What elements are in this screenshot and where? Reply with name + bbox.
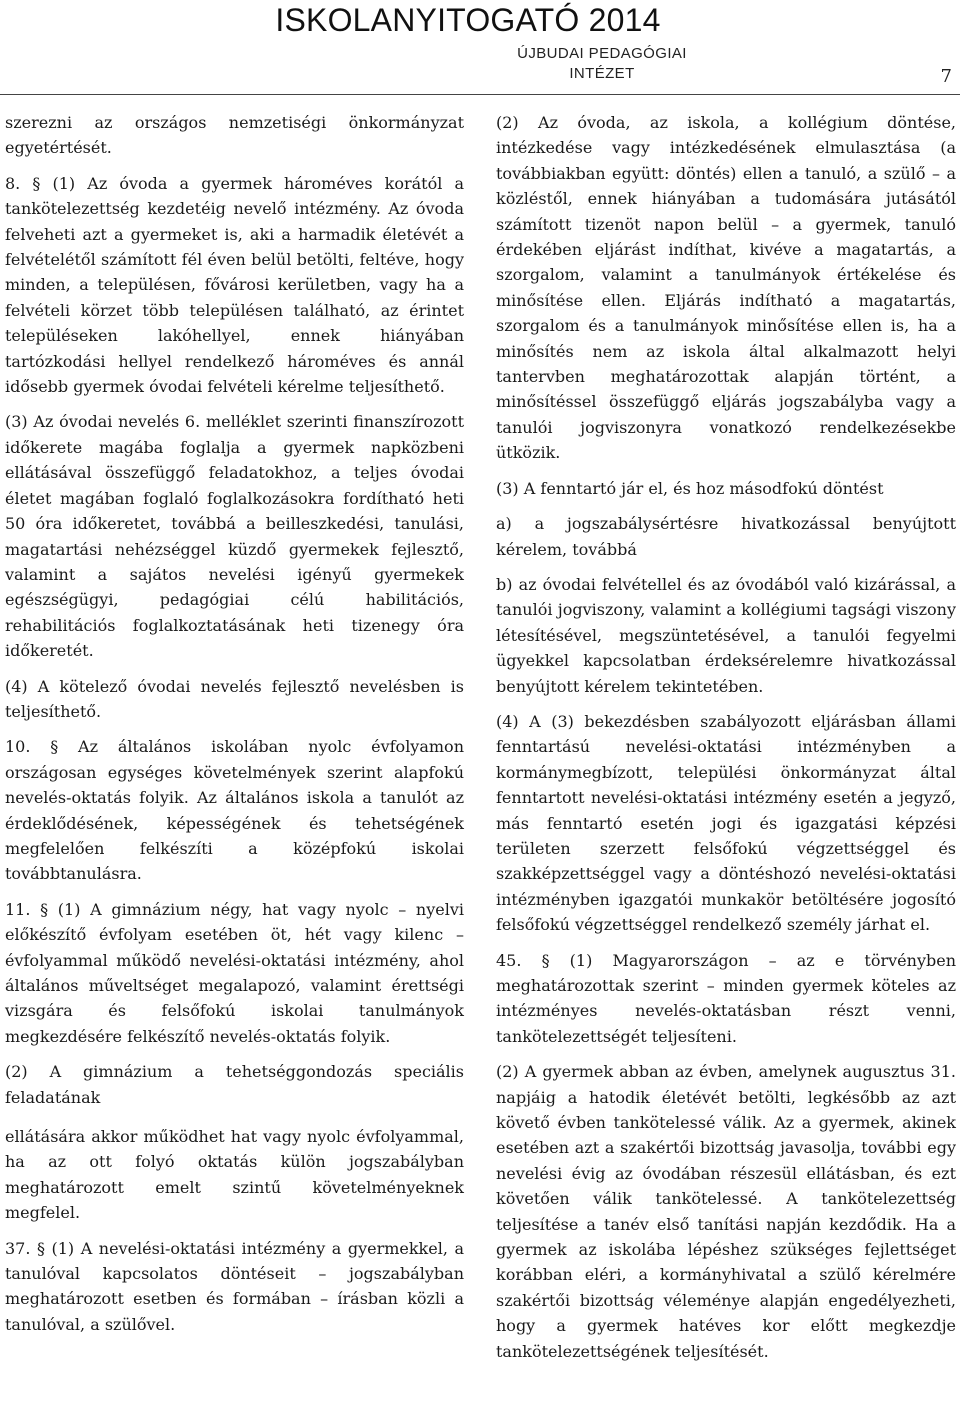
paragraph: ellátására akkor működhet hat vagy nyolc évfolyammal, ha az ott folyó oktatás külön jogszabályban meghatározott emelt szintű követelményeknek megfelel. bbox=[5, 1127, 464, 1223]
paragraph: (2) Az óvoda, az iskola, a kollégium döntése, intézkedése vagy intézkedésének elmulasztása (a továbbiakban együtt: döntés) ellen a tanuló, a szülő – a közléstől, ennek hiányában a tudomására jutásától számított tizenöt napon belül – a gyermek, tanuló érdekében eljárást indíthat, kivéve a magatartás, a szorgalom, valamint a tanulmányok értékelése és minősítése ellen. Eljárás indítható a magatartás, szorgalom és a tanulmányok minősítése ellen is, ha a minősítés nem az iskola által alkalmazott helyi tantervben meghatározottak alapján történt, a minősítéssel összefüggő eljárás jogszabályba vagy a tanulói jogviszonyra vonatkozó rendelkezésekbe ütközik. bbox=[496, 113, 956, 463]
paragraph: (2) A gyermek abban az évben, amelynek augusztus 31. napjáig a hatodik életévét betölti, legkésőbb az azt követő évben tankötelessé válik. Az a gyermek, akinek esetében azt a szakértői bizottság javasolja, további egy nevelési évig az óvodában részesül ellátásban, és ezt követően válik tankötelessé. A tankötelezettség teljesítése a tanév első tanítási napján kezdődik. Ha a gyermek az iskolába lépéshez szükséges fejlettséget korábban eléri, a kormányhivatal a szülő kérelmére szakértői bizottság véleménye alapján engedélyezheti, hogy a gyermek hatéves kor előtt megkezdje tankötelezettségének teljesítését. bbox=[496, 1062, 956, 1361]
page-number: 7 bbox=[940, 66, 952, 87]
left-text-column bbox=[5, 110, 464, 1347]
paragraph: (2) A gimnázium a tehetséggondozás speciális feladatának bbox=[5, 1062, 464, 1107]
paragraph: 8. § (1) Az óvoda a gyermek hároméves korától a tankötelezettség kezdetéig nevelő intézmény. Az óvoda felveheti azt a gyermeket is, aki a harmadik életévét a felvételétől számított fél éven belül betölti, feltéve, hogy minden, a településen, fővárosi kerületben, vagy ha a felvételi körzet több településen található, az érintet településeken lakóhellyel, ennek hiányában tartózkodási hellyel rendelkező hároméves és annál idősebb gyermek óvodai felvételi kérelme teljesíthető. bbox=[5, 173, 464, 397]
header-divider bbox=[0, 94, 960, 95]
paragraph: (3) A fenntartó jár el, és hoz másodfokú döntést bbox=[496, 478, 884, 498]
header-title: ISKOLANYITOGATÓ 2014 bbox=[275, 2, 661, 38]
paragraph: 10. § Az általános iskolában nyolc évfolyamon országosan egységes követelmények szerint alapfokú nevelés-oktatás folyik. Az általános iskola a tanulót az érdeklődésének, képességének és tehetségének megfelelően felkészíti a középfokú iskolai továbbtanulásra. bbox=[5, 737, 464, 884]
paragraph: a) a jogszabálysértésre hivatkozással benyújtott kérelem, továbbá bbox=[496, 514, 956, 559]
right-text-column bbox=[496, 110, 956, 1374]
paragraph: 11. § (1) A gimnázium négy, hat vagy nyolc – nyelvi előkészítő évfolyam esetében öt, hét vagy kilenc – évfolyammal működő nevelési-oktatási intézmény, ahol általános műveltséget megalapozó, valamint érettségi vizsgára és felsőfokú iskolai tanulmányok megkezdésére felkészítő nevelés-oktatás folyik. bbox=[5, 899, 464, 1046]
header-subtitle: ÚJBUDAI PEDAGÓGIAI INTÉZET bbox=[517, 45, 687, 82]
paragraph: (3) Az óvodai nevelés 6. melléklet szerinti finanszírozott időkerete magába foglalja a gyermek napközbeni ellátásával összefüggő feladatokhoz, a teljes óvodai életet magában foglaló foglalkozásokra fordítható heti 50 óra időkeretet, továbbá a beilleszkedési, tanulási, magatartási nehézséggel küzdő gyermekek fejlesztő, valamint a sajátos nevelési igényű gyermekek egészségügyi, pedagógiai célú habilitációs, rehabilitációs foglalkoztatásának heti tizenegy óra időkeretét. bbox=[5, 412, 464, 661]
paragraph: 45. § (1) Magyarországon – az e törvényben meghatározottak szerint – minden gyermek köteles az intézményes nevelés-oktatásban részt venni, tankötelezettségét teljesíteni. bbox=[496, 950, 956, 1046]
paragraph: 37. § (1) A nevelési-oktatási intézmény a gyermekkel, a tanulóval kapcsolatos döntéseit – jogszabályban meghatározott esetben és formában – írásban közli a tanulóval, a szülővel. bbox=[5, 1238, 464, 1334]
paragraph: (4) A (3) bekezdésben szabályozott eljárásban állami fenntartású nevelési-oktatási intézményben a kormánymegbízott, települési önkormányzat által fenntartott nevelési-oktatási intézmény esetén a jegyző, más fenntartó esetén jogi és igazgatási képzési területen szerzett felsőfokú végzettséggel és szakképzettséggel vagy a döntéshozó nevelési-oktatási intézményben igazgatói munkakör betöltésére jogosító felsőfokú végzettséggel rendelkező személy járhat el. bbox=[496, 711, 956, 935]
paragraph: (4) A kötelező óvodai nevelés fejlesztő nevelésben is teljesíthető. bbox=[5, 676, 464, 721]
paragraph: szerezni az országos nemzetiségi önkormányzat egyetértését. bbox=[5, 113, 464, 158]
paragraph: b) az óvodai felvétellel és az óvodából való kizárással, a tanulói jogviszony, valamint a kollégiumi tagsági viszony létesítésével, megszüntetésével, a tanulói fegyelmi ügyekkel kapcsolatban érdeksérelemre hivatkozással benyújtott kérelem tekintetében. bbox=[496, 574, 956, 696]
